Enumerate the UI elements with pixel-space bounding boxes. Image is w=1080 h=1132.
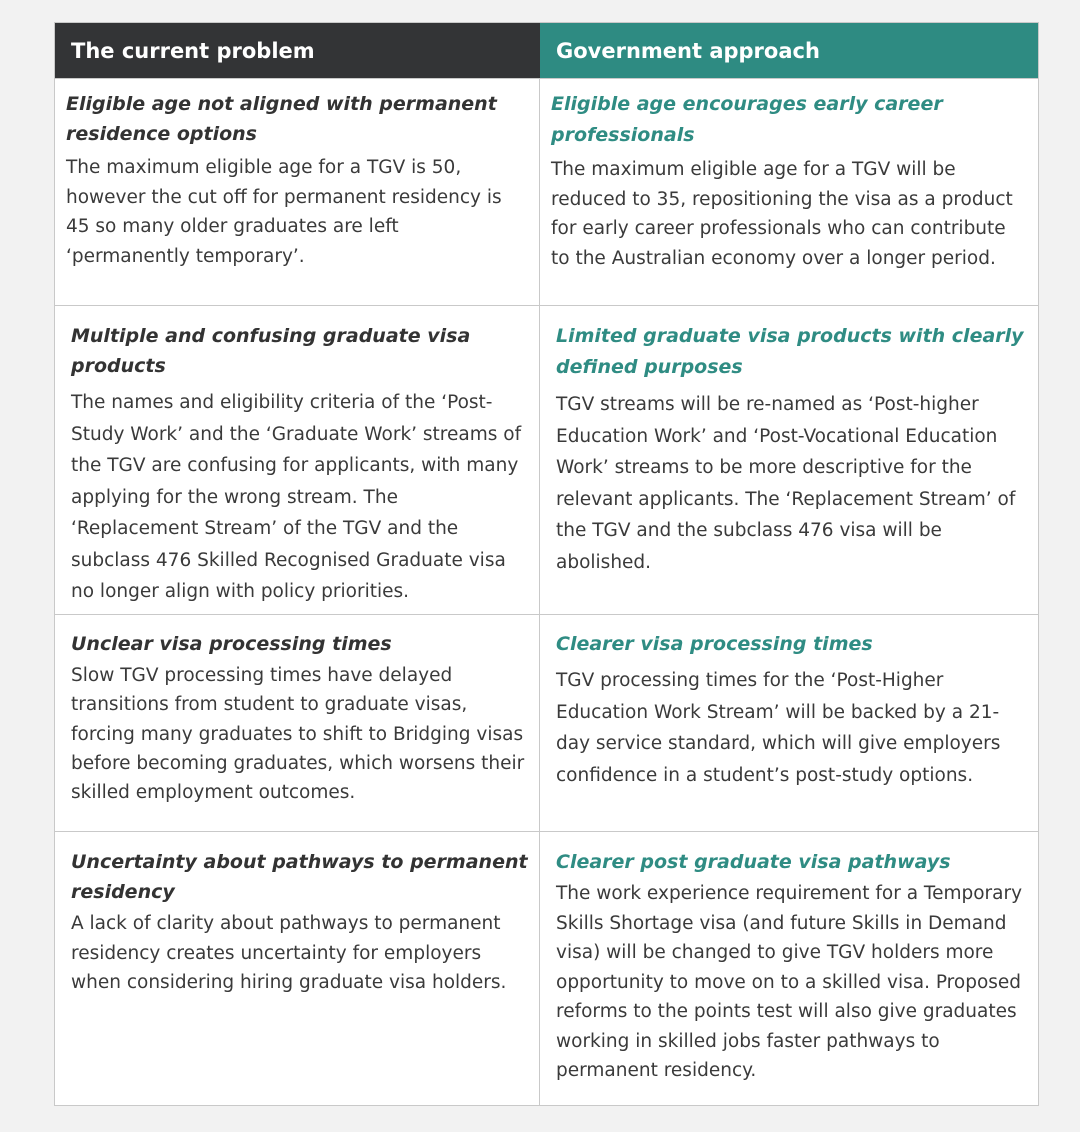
header-government-approach: Government approach [540,23,1038,78]
problem-title: Eligible age not aligned with permanent residence options [66,93,497,145]
problem-title: Multiple and confusing graduate visa products [71,325,471,377]
problem-text: Slow TGV processing times have delayed transitions from student to graduate visas, forcing many graduates to shift to Bridging visas before becoming graduates, which worsens their skilled employment outcomes. [71,665,525,804]
problem-text: The maximum eligible age for a TGV is 50, however the cut off for permanent residency is 45 so many older graduates are left ‘permanently temporary’. [66,157,502,267]
approach-title: Clearer post graduate visa pathways [556,851,951,873]
approach-text: The work experience requirement for a Temporary Skills Shortage visa (and future Skills in Demand visa) will be changed to give TGV holders more opportunity to move on to a skilled visa. Proposed reforms to the points test will also give graduates working in skilled jobs faster pathways to permanent residency. [556,883,1023,1081]
problem-cell [55,306,540,614]
comparison-table [54,22,1039,1106]
problem-text: A lack of clarity about pathways to permanent residency creates uncertainty for employers when considering hiring graduate visa holders. [71,913,507,993]
problem-cell [55,615,540,831]
problem-title: Unclear visa processing times [71,633,392,655]
approach-cell [540,79,1038,305]
table-row [55,305,1038,614]
approach-cell [540,615,1038,831]
table-row [55,831,1038,1105]
problem-text: The names and eligibility criteria of the ‘Post-Study Work’ and the ‘Graduate Work’ streams of the TGV are confusing for applicants, with many applying for the wrong stream. The ‘Replacement Stream’ of the TGV and the subclass 476 Skilled Recognised Graduate visa no longer align with policy priorities. [71,392,522,602]
table-header-row [55,23,1038,78]
approach-text: The maximum eligible age for a TGV will be reduced to 35, repositioning the visa as a product for early career professionals who can contribute to the Australian economy over a longer period. [551,159,1013,269]
problem-title: Uncertainty about pathways to permanent residency [71,851,528,903]
approach-title: Eligible age encourages early career professionals [551,93,943,146]
table-row [55,614,1038,831]
problem-cell [55,79,540,305]
approach-title: Limited graduate visa products with clearly defined purposes [556,325,1024,378]
approach-text: TGV processing times for the ‘Post-Higher Education Work Stream’ will be backed by a 21-day service standard, which will give employers confidence in a student’s post-study options. [556,670,1001,786]
table-row [55,78,1038,305]
approach-title: Clearer visa processing times [556,633,873,655]
approach-text: TGV streams will be re-named as ‘Post-higher Education Work’ and ‘Post-Vocational Education Work’ streams to be more descriptive for the relevant applicants. The ‘Replacement Stream’ of the TGV and the subclass 476 visa will be abolished. [556,394,1016,573]
approach-cell [540,832,1038,1105]
problem-cell [55,832,540,1105]
approach-cell [540,306,1038,614]
header-current-problem: The current problem [55,23,540,78]
